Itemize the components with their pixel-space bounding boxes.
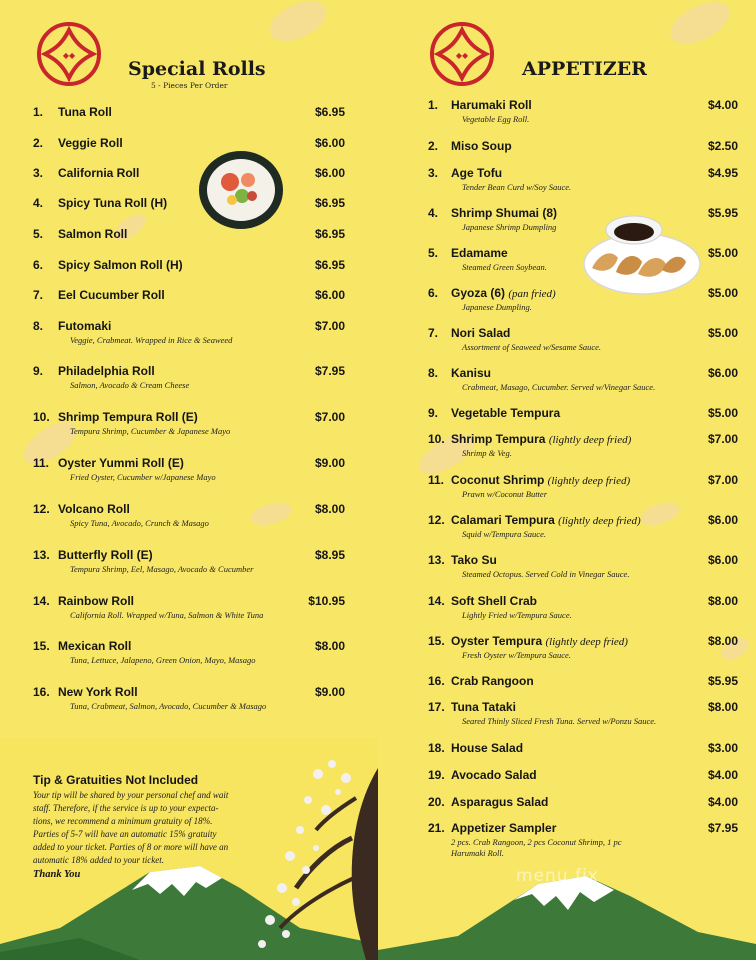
section-title: APPETIZER <box>522 58 647 80</box>
item-name: Asparagus Salad <box>451 795 549 809</box>
item-name: Eel Cucumber Roll <box>58 288 165 302</box>
item-number: 7. <box>428 326 439 340</box>
watermark-text: menu.fix <box>516 866 599 886</box>
menu-item <box>33 196 345 226</box>
menu-item <box>428 98 738 132</box>
item-description: Tempura Shrimp, Eel, Masago, Avocado & Cucumber <box>70 564 254 574</box>
item-number: 21. <box>428 821 445 835</box>
item-name <box>451 513 641 527</box>
menu-item <box>33 166 345 196</box>
item-description: Tuna, Crabmeat, Salmon, Avocado, Cucumber & Masago <box>70 701 267 711</box>
menu-item <box>428 741 738 765</box>
item-number: 8. <box>33 319 44 333</box>
svg-text:◆◆: ◆◆ <box>455 51 469 60</box>
item-number: 5. <box>33 227 44 241</box>
item-name: Edamame <box>451 246 508 260</box>
item-price: $8.00 <box>707 594 738 608</box>
item-description: Squid w/Tempura Sauce. <box>462 529 546 539</box>
item-name: Soft Shell Crab <box>451 594 538 608</box>
menu-item <box>33 410 345 444</box>
menu-item <box>33 136 345 166</box>
section-subtitle: 5 - Pieces Per Order <box>151 81 228 90</box>
item-name: New York Roll <box>58 685 138 699</box>
item-price: $6.00 <box>314 136 345 150</box>
item-number: 17. <box>428 700 445 714</box>
item-description: Vegetable Egg Roll. <box>462 114 530 124</box>
item-name-text: Calamari Tempura <box>451 513 555 527</box>
tip-line: automatic 18% added to your ticket. <box>33 855 164 865</box>
menu-item <box>33 639 345 673</box>
item-number: 8. <box>428 366 439 380</box>
item-price: $4.00 <box>707 98 738 112</box>
item-price: $5.00 <box>707 246 738 260</box>
menu-item <box>428 700 738 734</box>
tip-line: Your tip will be shared by your personal chef and wait <box>33 790 229 800</box>
item-name: Philadelphia Roll <box>58 364 155 378</box>
item-name: Rainbow Roll <box>58 594 134 608</box>
item-description: Spicy Tuna, Avocado, Crunch & Masago <box>70 518 209 528</box>
item-note: (pan fried) <box>508 288 556 300</box>
item-name: Kanisu <box>451 366 492 380</box>
item-name: Butterfly Roll (E) <box>58 548 153 562</box>
tip-line: staff. Therefore, if the service is up to your expecta- <box>33 803 219 813</box>
item-description: Prawn w/Coconut Butter <box>462 489 547 499</box>
item-price: $7.00 <box>314 319 345 333</box>
item-name: Shrimp Shumai (8) <box>451 206 558 220</box>
item-price: $2.50 <box>707 139 738 153</box>
item-price: $8.00 <box>314 502 345 516</box>
item-name-text: Coconut Shrimp <box>451 473 545 487</box>
menu-item <box>428 246 738 280</box>
item-name: Spicy Salmon Roll (H) <box>58 258 183 272</box>
item-number: 6. <box>33 258 44 272</box>
appetizer-panel <box>378 0 756 960</box>
item-number: 14. <box>33 594 50 608</box>
item-price: $6.00 <box>707 513 738 527</box>
item-name: House Salad <box>451 741 524 755</box>
item-number: 9. <box>33 364 44 378</box>
tip-thanks: Thank You <box>33 869 81 880</box>
item-name <box>451 634 628 648</box>
item-note: (lightly deep fried) <box>558 515 641 527</box>
item-number: 10. <box>33 410 50 424</box>
item-price: $10.95 <box>308 594 345 608</box>
item-description: California Roll. Wrapped w/Tuna, Salmon & White Tuna <box>70 610 264 620</box>
menu-item <box>33 288 345 318</box>
item-number: 2. <box>428 139 439 153</box>
menu-item <box>33 105 345 135</box>
tip-notice <box>33 773 283 880</box>
item-number: 10. <box>428 432 445 446</box>
item-price: $7.00 <box>314 410 345 424</box>
item-price: $8.00 <box>314 639 345 653</box>
menu-item <box>33 364 345 398</box>
item-number: 6. <box>428 286 439 300</box>
item-price: $6.00 <box>314 288 345 302</box>
menu-item <box>428 366 738 400</box>
section-title: Special Rolls <box>128 58 266 80</box>
item-number: 11. <box>33 456 50 470</box>
item-description: Tender Bean Curd w/Soy Sauce. <box>462 182 572 192</box>
svg-text:◆◆: ◆◆ <box>62 51 76 60</box>
item-name: Appetizer Sampler <box>451 821 557 835</box>
menu-item <box>428 139 738 163</box>
menu-item <box>428 513 738 547</box>
item-price: $4.00 <box>707 768 738 782</box>
menu-item <box>428 432 738 466</box>
menu-item <box>428 286 738 320</box>
item-price: $6.00 <box>314 166 345 180</box>
item-number: 13. <box>33 548 50 562</box>
tip-title: Tip & Gratuities Not Included <box>33 773 199 787</box>
item-number: 13. <box>428 553 445 567</box>
item-price: $7.95 <box>707 821 738 835</box>
item-number: 15. <box>428 634 445 648</box>
item-name: Futomaki <box>58 319 112 333</box>
item-name: Salmon Roll <box>58 227 128 241</box>
item-price: $4.95 <box>707 166 738 180</box>
item-price: $8.00 <box>707 634 738 648</box>
item-name: Tako Su <box>451 553 497 567</box>
menu-item <box>33 258 345 288</box>
menu-item <box>33 456 345 490</box>
item-number: 7. <box>33 288 44 302</box>
item-price: $6.95 <box>314 258 345 272</box>
item-name <box>451 98 532 112</box>
item-description: Veggie, Crabmeat. Wrapped in Rice & Seaweed <box>70 335 233 345</box>
item-price: $5.95 <box>707 206 738 220</box>
item-price: $4.00 <box>707 795 738 809</box>
item-number: 4. <box>428 206 439 220</box>
item-name: Veggie Roll <box>58 136 123 150</box>
item-number: 2. <box>33 136 44 150</box>
appetizer-list <box>428 0 738 860</box>
item-price: $3.00 <box>707 741 738 755</box>
item-name: Shrimp Tempura Roll (E) <box>58 410 198 424</box>
item-number: 18. <box>428 741 445 755</box>
menu-item <box>428 674 738 698</box>
item-price: $5.00 <box>707 406 738 420</box>
item-number: 12. <box>33 502 50 516</box>
item-name-text: Shrimp Tempura <box>451 432 546 446</box>
item-name: Spicy Tuna Roll (H) <box>58 196 168 210</box>
item-description: Fresh Oyster w/Tempura Sauce. <box>462 650 571 660</box>
item-description: Assortment of Seaweed w/Sesame Sauce. <box>462 342 602 352</box>
item-description: Salmon, Avocado & Cream Cheese <box>70 380 190 390</box>
item-name: Tuna Roll <box>58 105 112 119</box>
item-price: $6.95 <box>314 105 345 119</box>
item-name: Volcano Roll <box>58 502 130 516</box>
item-description: Lightly Fried w/Tempura Sauce. <box>462 610 572 620</box>
menu-item <box>33 227 345 257</box>
item-name: Oyster Yummi Roll (E) <box>58 456 184 470</box>
tip-line: added to your ticket. Parties of 8 or more will have an <box>33 842 229 852</box>
tip-line: tions, we recommend a minimum gratuity of 18%. <box>33 816 213 826</box>
item-name: Tuna Tataki <box>451 700 516 714</box>
item-price: $7.95 <box>314 364 345 378</box>
item-price: $5.00 <box>707 286 738 300</box>
item-price: $5.95 <box>707 674 738 688</box>
item-name-text: Oyster Tempura <box>451 634 543 648</box>
item-price: $9.00 <box>314 456 345 470</box>
menu-item <box>428 326 738 360</box>
menu-item <box>428 473 738 507</box>
menu-item <box>33 594 345 628</box>
menu-item <box>428 406 738 430</box>
item-price: $7.00 <box>707 432 738 446</box>
item-name: California Roll <box>58 166 140 180</box>
item-number: 1. <box>428 98 439 112</box>
item-number: 12. <box>428 513 445 527</box>
item-description: Shrimp & Veg. <box>462 448 512 458</box>
item-number: 9. <box>428 406 439 420</box>
item-number: 15. <box>33 639 50 653</box>
menu-item <box>428 206 738 240</box>
item-number: 5. <box>428 246 439 260</box>
menu-item <box>33 502 345 536</box>
item-description: Tempura Shrimp, Cucumber & Japanese Mayo <box>70 426 231 436</box>
item-number: 1. <box>33 105 44 119</box>
item-name-text: Gyoza (6) <box>451 286 506 300</box>
menu-item <box>33 319 345 353</box>
item-price: $8.95 <box>314 548 345 562</box>
item-name: Crab Rangoon <box>451 674 534 688</box>
item-price: $5.00 <box>707 326 738 340</box>
item-number: 11. <box>428 473 445 487</box>
item-description: Crabmeat, Masago, Cucumber. Served w/Vinegar Sauce. <box>462 382 656 392</box>
item-name: Nori Salad <box>451 326 511 340</box>
item-description: Steamed Octopus. Served Cold in Vinegar Sauce. <box>462 569 630 579</box>
item-name: Vegetable Tempura <box>451 406 561 420</box>
item-number: 19. <box>428 768 445 782</box>
menu-item <box>428 768 738 792</box>
menu-item <box>428 795 738 819</box>
item-price: $8.00 <box>707 700 738 714</box>
menu-item <box>428 553 738 587</box>
item-price: $6.00 <box>707 553 738 567</box>
item-name <box>451 432 631 446</box>
menu-item <box>33 685 345 719</box>
item-price: $6.95 <box>314 227 345 241</box>
item-description: Fried Oyster, Cucumber w/Japanese Mayo <box>70 472 216 482</box>
item-description: Seared Thinly Sliced Fresh Tuna. Served w/Ponzu Sauce. <box>462 716 657 726</box>
item-number: 4. <box>33 196 44 210</box>
item-name <box>451 473 630 487</box>
item-note: (lightly deep fried) <box>547 475 631 487</box>
item-note: (lightly deep fried) <box>545 636 628 648</box>
item-number: 3. <box>33 166 44 180</box>
item-description: 2 pcs. Crab Rangoon, 2 pcs Coconut Shrimp, 1 pc Harumaki Roll. <box>451 837 622 858</box>
item-name: Miso Soup <box>451 139 512 153</box>
item-name-text: Harumaki Roll <box>451 98 532 112</box>
menu-item <box>428 821 738 865</box>
item-price: $6.00 <box>707 366 738 380</box>
item-description: Japanese Dumpling. <box>462 302 532 312</box>
menu-item <box>33 548 345 582</box>
item-name: Mexican Roll <box>58 639 132 653</box>
item-number: 16. <box>428 674 445 688</box>
item-description: Steamed Green Soybean. <box>462 262 547 272</box>
item-number: 3. <box>428 166 439 180</box>
tip-text <box>33 789 283 867</box>
item-price: $6.95 <box>314 196 345 210</box>
special-rolls-list <box>33 0 345 730</box>
menu-item <box>428 594 738 628</box>
item-description: Tuna, Lettuce, Jalapeno, Green Onion, Mayo, Masago <box>70 655 256 665</box>
item-number: 14. <box>428 594 445 608</box>
menu-item <box>428 166 738 200</box>
tip-line: Parties of 5-7 will have an automatic 15% gratuity <box>33 829 217 839</box>
menu-item <box>428 634 738 668</box>
item-name: Age Tofu <box>451 166 503 180</box>
item-number: 16. <box>33 685 50 699</box>
item-note: (lightly deep fried) <box>548 434 632 446</box>
item-name: Avocado Salad <box>451 768 537 782</box>
item-name <box>451 286 556 300</box>
item-price: $7.00 <box>707 473 738 487</box>
item-description: Japanese Shrimp Dumpling <box>462 222 557 232</box>
item-price: $9.00 <box>314 685 345 699</box>
item-number: 20. <box>428 795 445 809</box>
